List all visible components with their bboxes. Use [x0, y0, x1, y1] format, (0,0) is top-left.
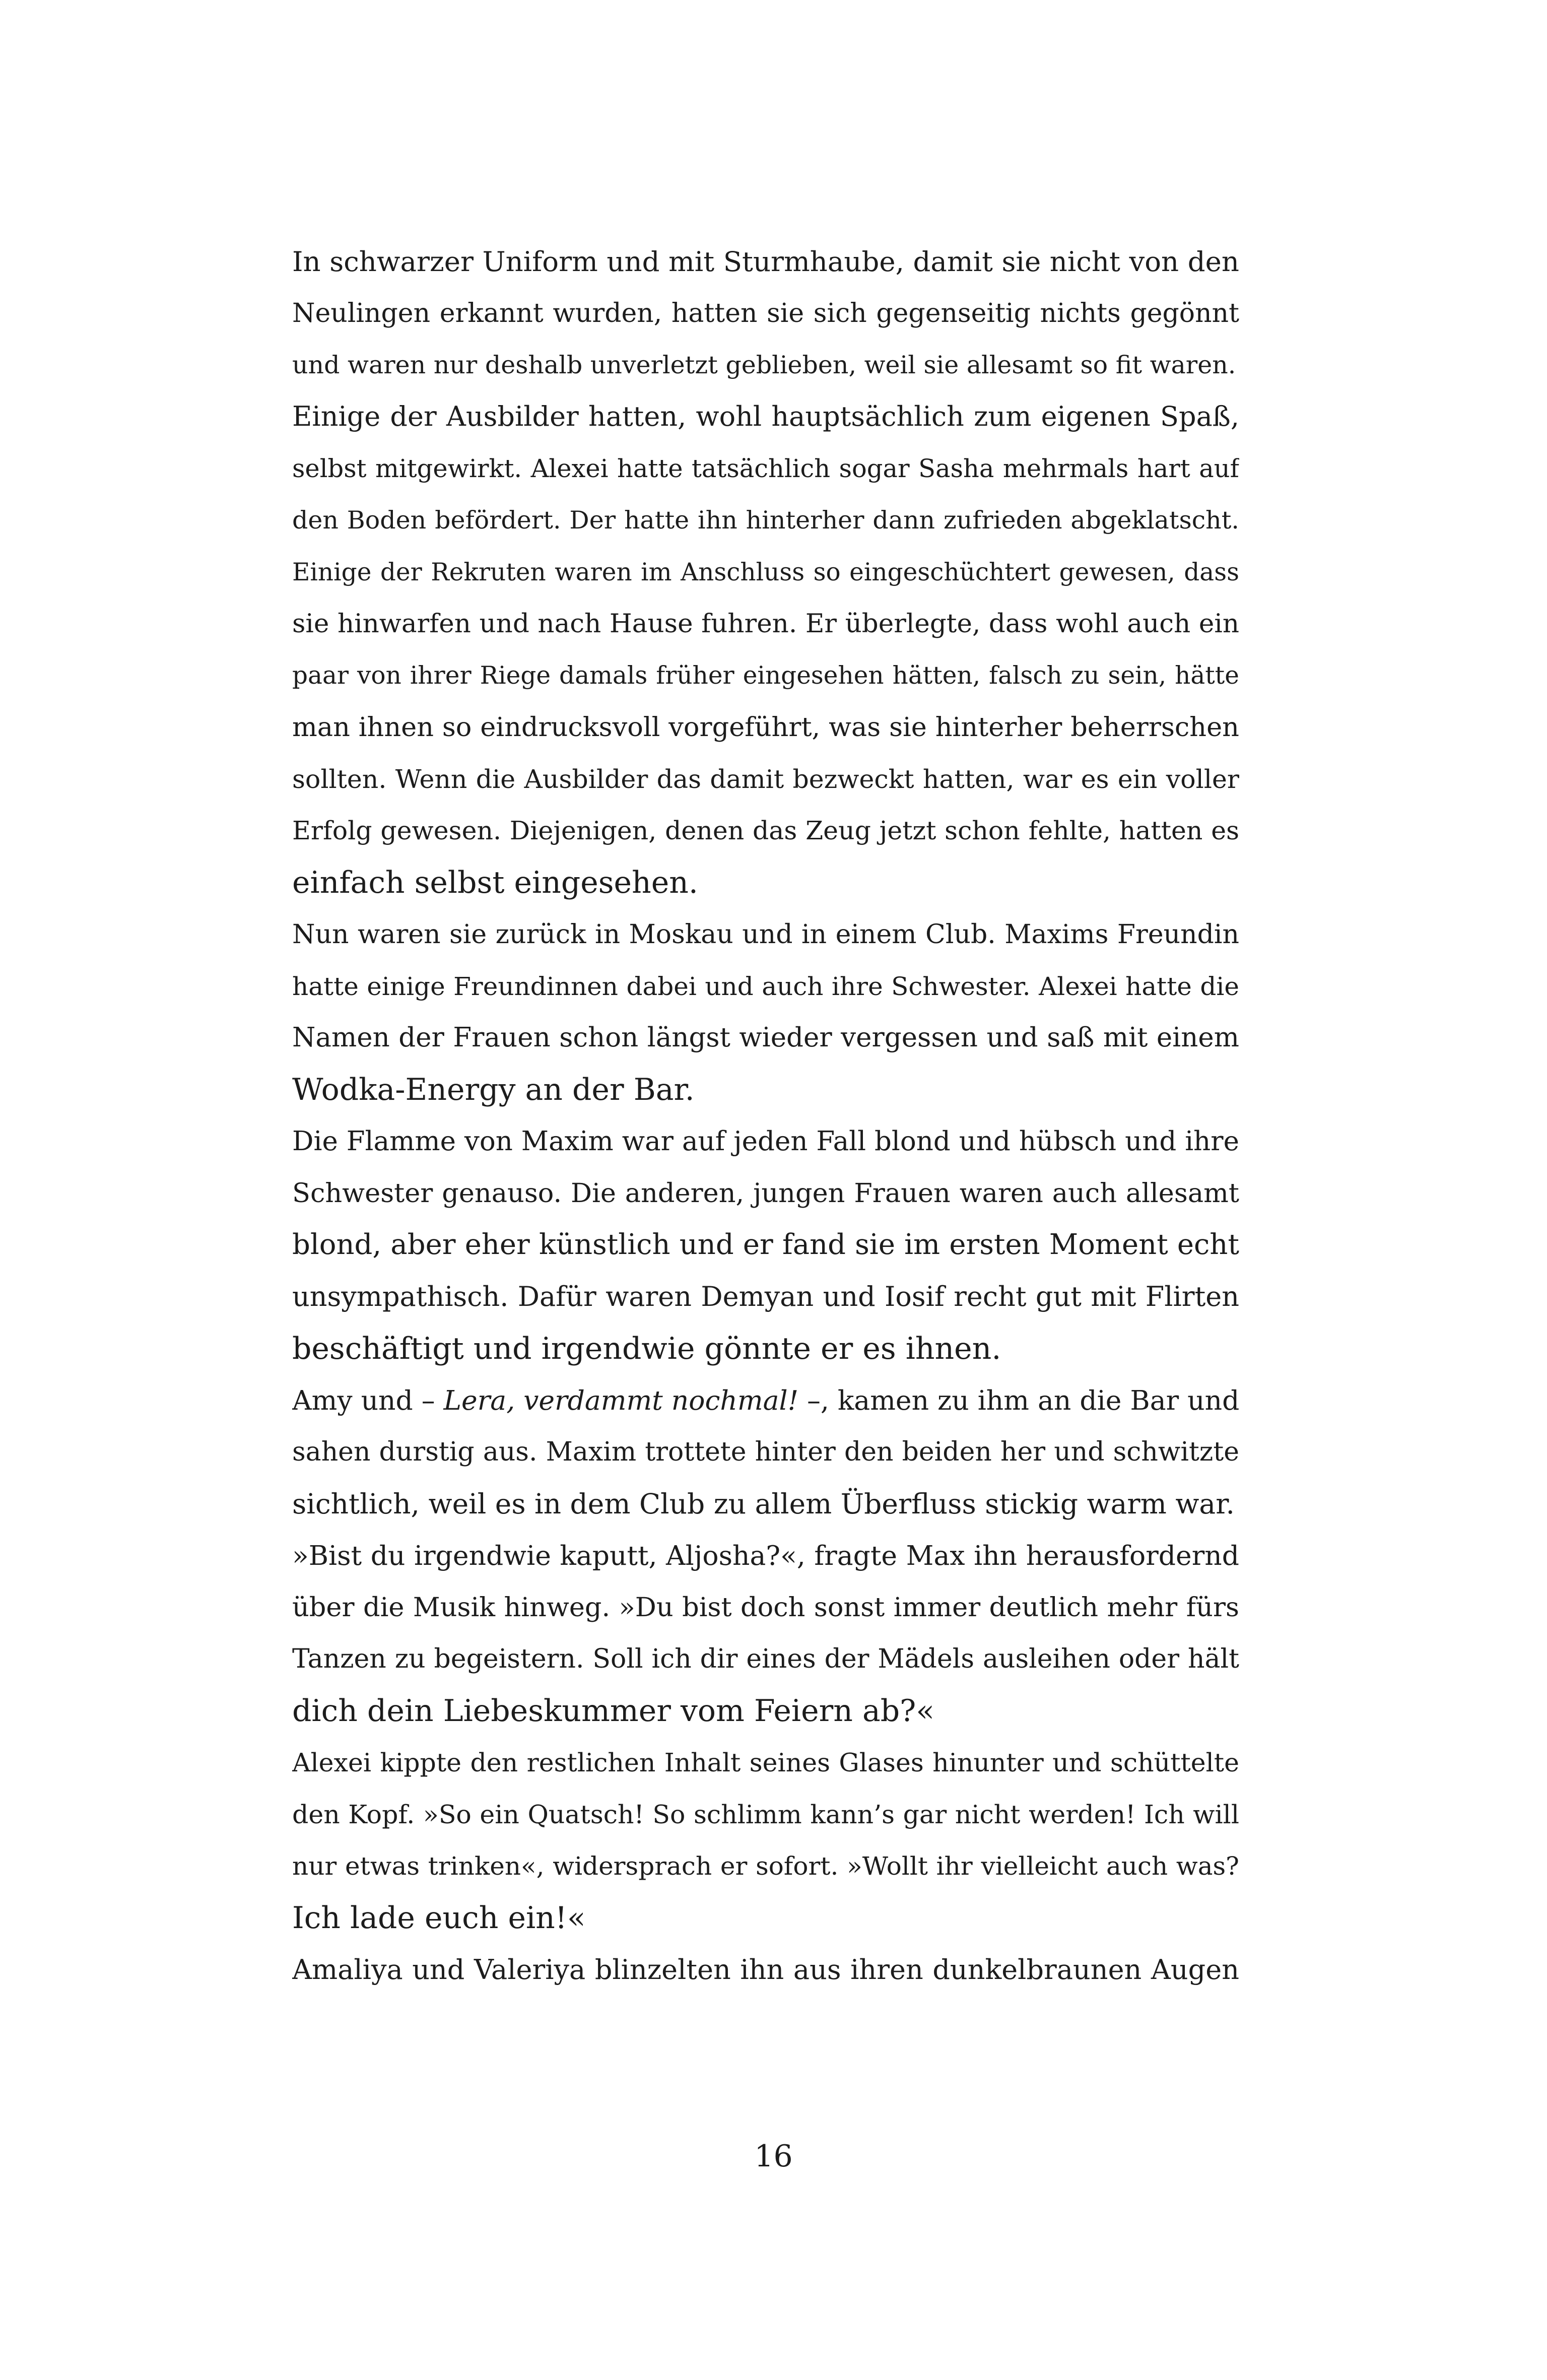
text-line: den Kopf. »So ein Quatsch! So schlimm kann’s gar nicht werden! Ich will — [292, 1799, 1239, 1829]
text-line: Einige der Rekruten waren im Anschluss so eingeschüchtert gewesen, dass — [292, 558, 1239, 586]
text-line: selbst mitgewirkt. Alexei hatte tatsächlich sogar Sasha mehrmals hart auf — [292, 454, 1239, 483]
text-line: Tanzen zu begeistern. Soll ich dir eines der Mädels ausleihen oder hält — [292, 1644, 1239, 1675]
text-line: Namen der Frauen schon längst wieder vergessen und saß mit einem — [292, 1022, 1239, 1053]
text-fragment: –, kamen zu ihm an die Bar und — [798, 1384, 1239, 1416]
text-line: Nun waren sie zurück in Moskau und in einem Club. Maxims Freundin — [292, 919, 1239, 950]
text-line: hatte einige Freundinnen dabei und auch ihre Schwester. Alexei hatte die — [292, 971, 1239, 1001]
text-line: sahen durstig aus. Maxim trottete hinter den beiden her und schwitzte — [292, 1437, 1239, 1468]
text-line: den Boden befördert. Der hatte ihn hinterher dann zufrieden abgeklatscht. — [292, 505, 1239, 535]
text-fragment: Amy und – — [292, 1384, 444, 1416]
text-line: Alexei kippte den restlichen Inhalt seines Glases hinunter und schüttelte — [292, 1747, 1239, 1777]
text-line — [292, 1375, 1239, 1427]
text-line: »Bist du irgendwie kaputt, Aljosha?«, fragte Max ihn herausfordernd — [292, 1539, 1239, 1571]
text-line: einfach selbst eingesehen. — [292, 865, 698, 900]
page-number: 16 — [754, 2139, 793, 2174]
text-line: und waren nur deshalb unverletzt geblieben, weil sie allesamt so fit waren. — [292, 350, 1236, 379]
text-line: Wodka-Energy an der Bar. — [292, 1072, 695, 1107]
text-line: beschäftigt und irgendwie gönnte er es ihnen. — [292, 1331, 1001, 1366]
text-line: Einige der Ausbilder hatten, wohl hauptsächlich zum eigenen Spaß, — [292, 401, 1239, 433]
italic-fragment: Lera, verdammt nochmal! — [443, 1384, 799, 1416]
text-line: sichtlich, weil es in dem Club zu allem Überfluss stickig warm war. — [292, 1488, 1235, 1520]
text-line: Ich lade euch ein!« — [292, 1900, 586, 1936]
body-text — [292, 236, 1239, 1996]
text-line: blond, aber eher künstlich und er fand sie im ersten Moment echt — [292, 1228, 1239, 1262]
text-line: paar von ihrer Riege damals früher eingesehen hätten, falsch zu sein, hätte — [292, 662, 1239, 690]
text-line: Die Flamme von Maxim war auf jeden Fall blond und hübsch und ihre — [292, 1126, 1239, 1157]
text-line: dich dein Liebeskummer vom Feiern ab?« — [292, 1693, 935, 1729]
text-line: sollten. Wenn die Ausbilder das damit bezweckt hatten, war es ein voller — [292, 764, 1239, 794]
text-line: Amaliya und Valeriya blinzelten ihn aus ihren dunkelbraunen Augen — [292, 1953, 1239, 1986]
text-line: Schwester genauso. Die anderen, jungen Frauen waren auch allesamt — [292, 1177, 1239, 1209]
text-line: In schwarzer Uniform und mit Sturmhaube, damit sie nicht von den — [292, 245, 1239, 278]
text-line: unsympathisch. Dafür waren Demyan und Iosif recht gut mit Flirten — [292, 1281, 1239, 1312]
text-line: sie hinwarfen und nach Hause fuhren. Er überlegte, dass wohl auch ein — [292, 609, 1239, 639]
text-line: man ihnen so eindrucksvoll vorgeführt, was sie hinterher beherrschen — [292, 711, 1239, 743]
text-line: Neulingen erkannt wurden, hatten sie sich gegenseitig nichts gegönnt — [292, 298, 1239, 328]
text-line: über die Musik hinweg. »Du bist doch sonst immer deutlich mehr fürs — [292, 1592, 1239, 1623]
text-line: nur etwas trinken«, widersprach er sofort. »Wollt ihr vielleicht auch was? — [292, 1852, 1239, 1881]
text-line: Erfolg gewesen. Diejenigen, denen das Zeug jetzt schon fehlte, hatten es — [292, 816, 1239, 846]
